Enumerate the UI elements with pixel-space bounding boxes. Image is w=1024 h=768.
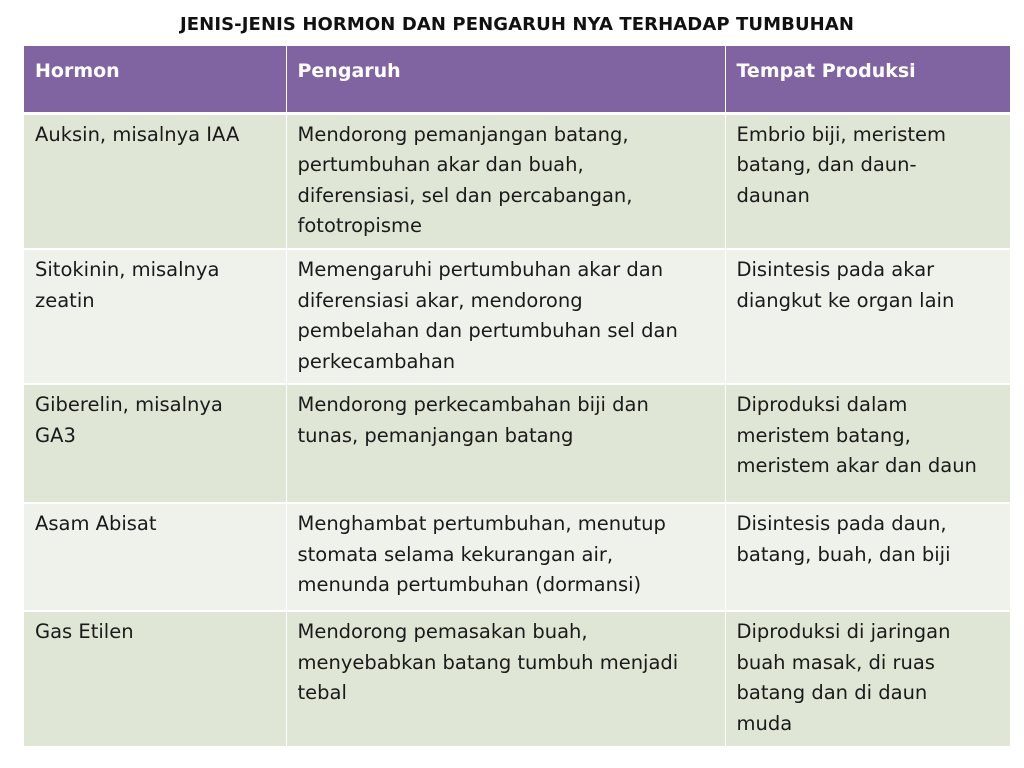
cell-line: stomata selama kekurangan air, (297, 542, 614, 566)
cell-pengaruh (286, 384, 725, 503)
cell-line: muda (736, 711, 793, 735)
cell-hormon (24, 113, 286, 249)
page-title: JENIS-JENIS HORMON DAN PENGARUH NYA TERHADAP TUMBUHAN (179, 14, 855, 35)
cell-line: Diproduksi di jaringan (736, 620, 951, 643)
cell-hormon (24, 611, 286, 747)
cell-line: Giberelin, misalnya (35, 393, 223, 416)
header-pengaruh: Pengaruh (286, 46, 725, 113)
cell-line: Menghambat pertumbuhan, menutup (297, 512, 666, 535)
cell-line: buah masak, di ruas (736, 650, 935, 674)
cell-hormon (24, 503, 286, 611)
cell-tempat-produksi (725, 611, 1010, 747)
cell-line: meristem batang, (736, 423, 911, 447)
cell-line: diferensiasi akar, mendorong (297, 288, 583, 312)
cell-line: Gas Etilen (35, 620, 134, 643)
cell-line: daunan (736, 183, 810, 207)
cell-line: Memengaruhi pertumbuhan akar dan (297, 258, 664, 281)
cell-line: GA3 (35, 423, 76, 447)
cell-line: menyebabkan batang tumbuh menjadi (297, 650, 679, 674)
table-row (24, 249, 1010, 384)
cell-tempat-produksi (725, 249, 1010, 384)
cell-line: Embrio biji, meristem (736, 122, 947, 146)
cell-tempat-produksi (725, 384, 1010, 503)
cell-line: Mendorong perkecambahan biji dan (297, 393, 649, 416)
cell-pengaruh (286, 611, 725, 747)
cell-tempat-produksi (725, 113, 1010, 249)
cell-hormon (24, 249, 286, 384)
cell-pengaruh (286, 503, 725, 611)
cell-line: batang dan di daun (736, 681, 928, 704)
cell-line: zeatin (35, 288, 95, 312)
table-row (24, 611, 1010, 747)
cell-line: Disintesis pada daun, (736, 512, 947, 535)
hormone-table (24, 46, 1010, 748)
cell-line: Asam Abisat (35, 512, 157, 535)
cell-line: tunas, pemanjangan batang (297, 423, 574, 447)
cell-line: Sitokinin, misalnya (35, 258, 220, 281)
header-hormon: Hormon (24, 46, 286, 113)
cell-line: meristem akar dan daun (736, 454, 977, 477)
cell-hormon (24, 384, 286, 503)
cell-line: Diproduksi dalam (736, 393, 908, 416)
cell-line: Mendorong pemasakan buah, (297, 620, 588, 643)
cell-line: Auksin, misalnya IAA (35, 122, 240, 146)
header-tempat-produksi: Tempat Produksi (725, 46, 1010, 113)
table-row (24, 384, 1010, 503)
cell-line: perkecambahan (297, 349, 456, 373)
cell-line: diangkut ke organ lain (736, 288, 955, 312)
cell-tempat-produksi (725, 503, 1010, 611)
cell-line: pembelahan dan pertumbuhan sel dan (297, 319, 678, 342)
cell-pengaruh (286, 249, 725, 384)
cell-line: Mendorong pemanjangan batang, (297, 122, 629, 146)
cell-line: menunda pertumbuhan (dormansi) (297, 573, 642, 596)
cell-line: pertumbuhan akar dan buah, (297, 153, 584, 176)
cell-line: batang, buah, dan biji (736, 542, 951, 566)
cell-line: diferensiasi, sel dan percabangan, (297, 183, 633, 207)
table-row (24, 503, 1010, 611)
cell-line: Disintesis pada akar (736, 258, 935, 281)
cell-line: tebal (297, 681, 347, 704)
cell-line: fototropisme (297, 214, 422, 237)
cell-pengaruh (286, 113, 725, 249)
table-row (24, 113, 1010, 249)
table-header-row (24, 46, 1010, 113)
cell-line: batang, dan daun- (736, 153, 917, 176)
